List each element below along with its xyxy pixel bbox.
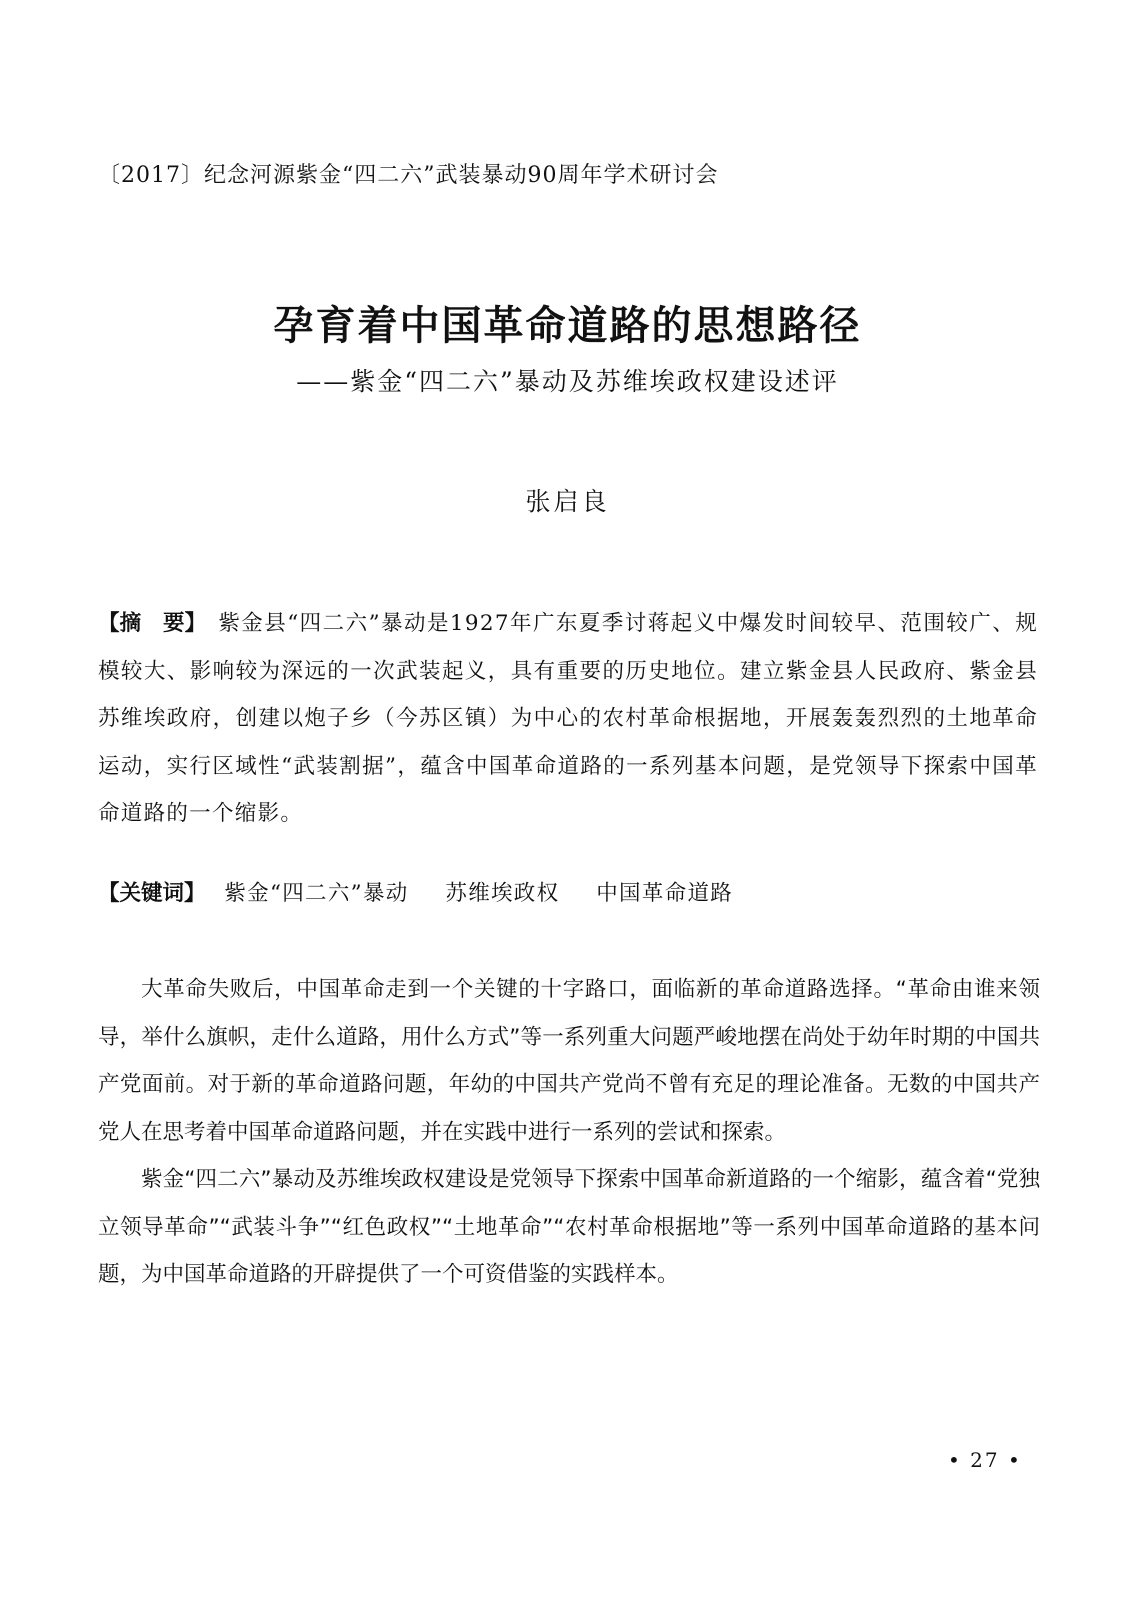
running-head: 〔2017〕纪念河源紫金“四二六”武装暴动90周年学术研讨会 — [98, 163, 719, 188]
page-number: • 27 • — [948, 1448, 1022, 1472]
abstract — [98, 600, 1038, 838]
keyword-item: 紫金“四二六”暴动 — [224, 881, 409, 906]
keywords — [98, 870, 1038, 918]
body-paragraph: 大革命失败后，中国革命走到一个关键的十字路口，面临新的革命道路选择。“革命由谁来领导，举什么旗帜，走什么道路，用什么方式”等一系列重大问题严峻地摆在尚处于幼年时期的中国共产党面前。对于新的革命道路问题，年幼的中国共产党尚不曾有充足的理论准备。无数的中国共产党人在思考着中国革命道路问题，并在实践中进行一系列的尝试和探索。 — [98, 977, 1040, 1145]
abstract-text: 紫金县“四二六”暴动是1927年广东夏季讨蒋起义中爆发时间较早、范围较广、规模较大、影响较为深远的一次武装起义，具有重要的历史地位。建立紫金县人民政府、紫金县苏维埃政府，创建以炮子乡（今苏区镇）为中心的农村革命根据地，开展轰轰烈烈的土地革命运动，实行区域性“武装割据”，蕴含中国革命道路的一系列基本问题，是党领导下探索中国革命道路的一个缩影。 — [98, 611, 1038, 826]
keyword-item: 中国革命道路 — [596, 881, 734, 906]
keyword-item: 苏维埃政权 — [445, 881, 560, 906]
keywords-label: 【关键词】 — [98, 881, 206, 906]
article-title: 孕育着中国革命道路的思想路径 — [273, 302, 862, 349]
author-name: 张启良 — [525, 487, 610, 516]
abstract-label: 【摘 要】 — [98, 611, 207, 636]
article-subtitle: ——紫金“四二六”暴动及苏维埃政权建设述评 — [296, 367, 839, 396]
body-paragraph: 紫金“四二六”暴动及苏维埃政权建设是党领导下探索中国革命新道路的一个缩影，蕴含着“党独立领导革命”“武装斗争”“红色政权”“土地革命”“农村革命根据地”等一系列中国革命道路的基本问题，为中国革命道路的开辟提供了一个可资借鉴的实践样本。 — [98, 1167, 1040, 1287]
body-text — [98, 966, 1040, 1299]
